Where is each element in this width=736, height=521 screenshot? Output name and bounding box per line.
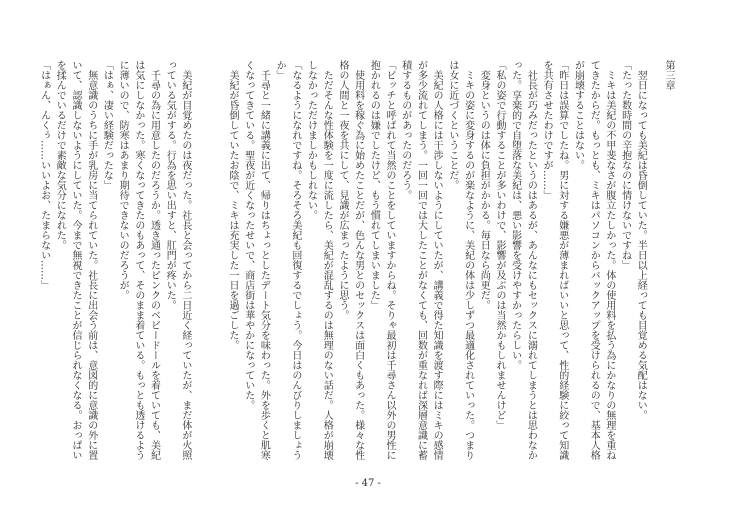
paragraph: 美紀が昏倒していたお陰で、ミキは充実した一日を過ごした。 <box>227 70 239 350</box>
paragraph: ただそんな性体験を一度に流したら、美紀が混乱するのは無理のない話だ。人格が崩壊しなかっただけましかもしれない。 <box>305 60 333 460</box>
paragraph: 美紀が目覚めたのは夜だった。社長と会ってから二日近く経っていたが、まだ体が火照っている気がする。行為を思い出すと、肛門が疼いた。 <box>164 60 191 460</box>
paragraph: 使用料を稼ぐ為に始めたことだが、色んな男とのセックスは面白くもあった。様々な性格の人間と一夜を共にして、見識が広まったように思う。 <box>336 60 364 460</box>
chapter-title: 第三章 <box>663 60 674 90</box>
paragraph: 「はぁ、凄い経験だったな」 <box>101 60 113 190</box>
paragraph: 「ビッチと呼ばれて当然のことをしていますからね。そりゃ最初は千尋さん以外の男性に抱かれるのは嫌でしたけど、もう慣れてしまいました」 <box>368 60 396 460</box>
paragraph: 「私の姿で行動することが多いわけで、影響が及ぶのは当然かもしれませんけど」 <box>493 60 505 430</box>
page-number: - 47 - <box>355 478 381 489</box>
paragraph: 無意識のうちに手が乳房に当てられていた。社長に出会う前は、意図的に意識の外に置いて、認識しないようにしていた。今まで無視できたことが信じられなくなる。おっぱいを揉んでいるだけで素敵な気分になれた。 <box>54 60 97 460</box>
section-break <box>193 60 224 462</box>
paragraph: 社長が巧みだったというのはあるが、あんなにもセックスに溺れてしまうとは思わなかった。享楽的で自堕落な美紀は、悪い影響を受けやすかったらしい。 <box>509 60 537 460</box>
paragraph: 「はぁん、んくぅ……いいよお、たまらない……」 <box>38 60 50 290</box>
paragraph: 「昨日は誤算でしたね。男に対する嫌悪が薄まればいいと思って、性的経験に絞って知識を共有させたわけですが……」 <box>541 60 568 460</box>
paragraph: ミキの姿に変身するのが楽なように、美紀の体は少しずつ最適化されていった。つまりは女に近づくということだ。 <box>446 60 474 460</box>
paragraph: 「なるようになれですね。そろそろ美紀も回復するでしょう。今日はのんびりしましょうか」 <box>274 60 301 460</box>
paragraph: 美紀の人格には干渉しないようにしていたが、講義で得た知識を渡す際にはミキの感情が多少流れてしまう。一回一回では大したことがなくても、回数が重なれば深層意識に蓄積するものがあったのだろう。 <box>399 60 443 460</box>
body-text <box>36 60 676 462</box>
section-2 <box>36 60 193 462</box>
paragraph: 千尋と一緒に講義に出て、帰りはちょっとしたデート気分を味わった。外を歩くと肌寒くなってきている。聖夜が近くなったせいで、商店街は華やかになっていた。 <box>242 60 270 460</box>
paragraph: 「たった数時間の辛抱なのに情けないですね」 <box>619 60 631 270</box>
paragraph: ミキは美紀の不甲斐なさが腹立たしかった。体の使用料を払う為にかなりの無理を重ねてきたからだ。もっとも、ミキはパソコンからバックアップを受けられるので、基本人格が崩壊することはない。 <box>572 60 615 460</box>
paragraph: 変身というのは体に負担がかかる。毎日なら尚更だ。 <box>478 70 490 310</box>
section-1 <box>224 60 648 462</box>
paragraph: 翌日になっても美紀は昏倒していた。半日以上経っても目覚める気配はない。 <box>635 70 647 420</box>
paragraph: 千尋の為に用意したのだろうか。透き通ったピンクのベビードールを着ていても、美紀は気にしなかった。寒くなってきたのもあって、そのまま着ている。もっとも透けるように薄いので、防寒はあまり期待できないのだろうが。 <box>117 60 160 460</box>
